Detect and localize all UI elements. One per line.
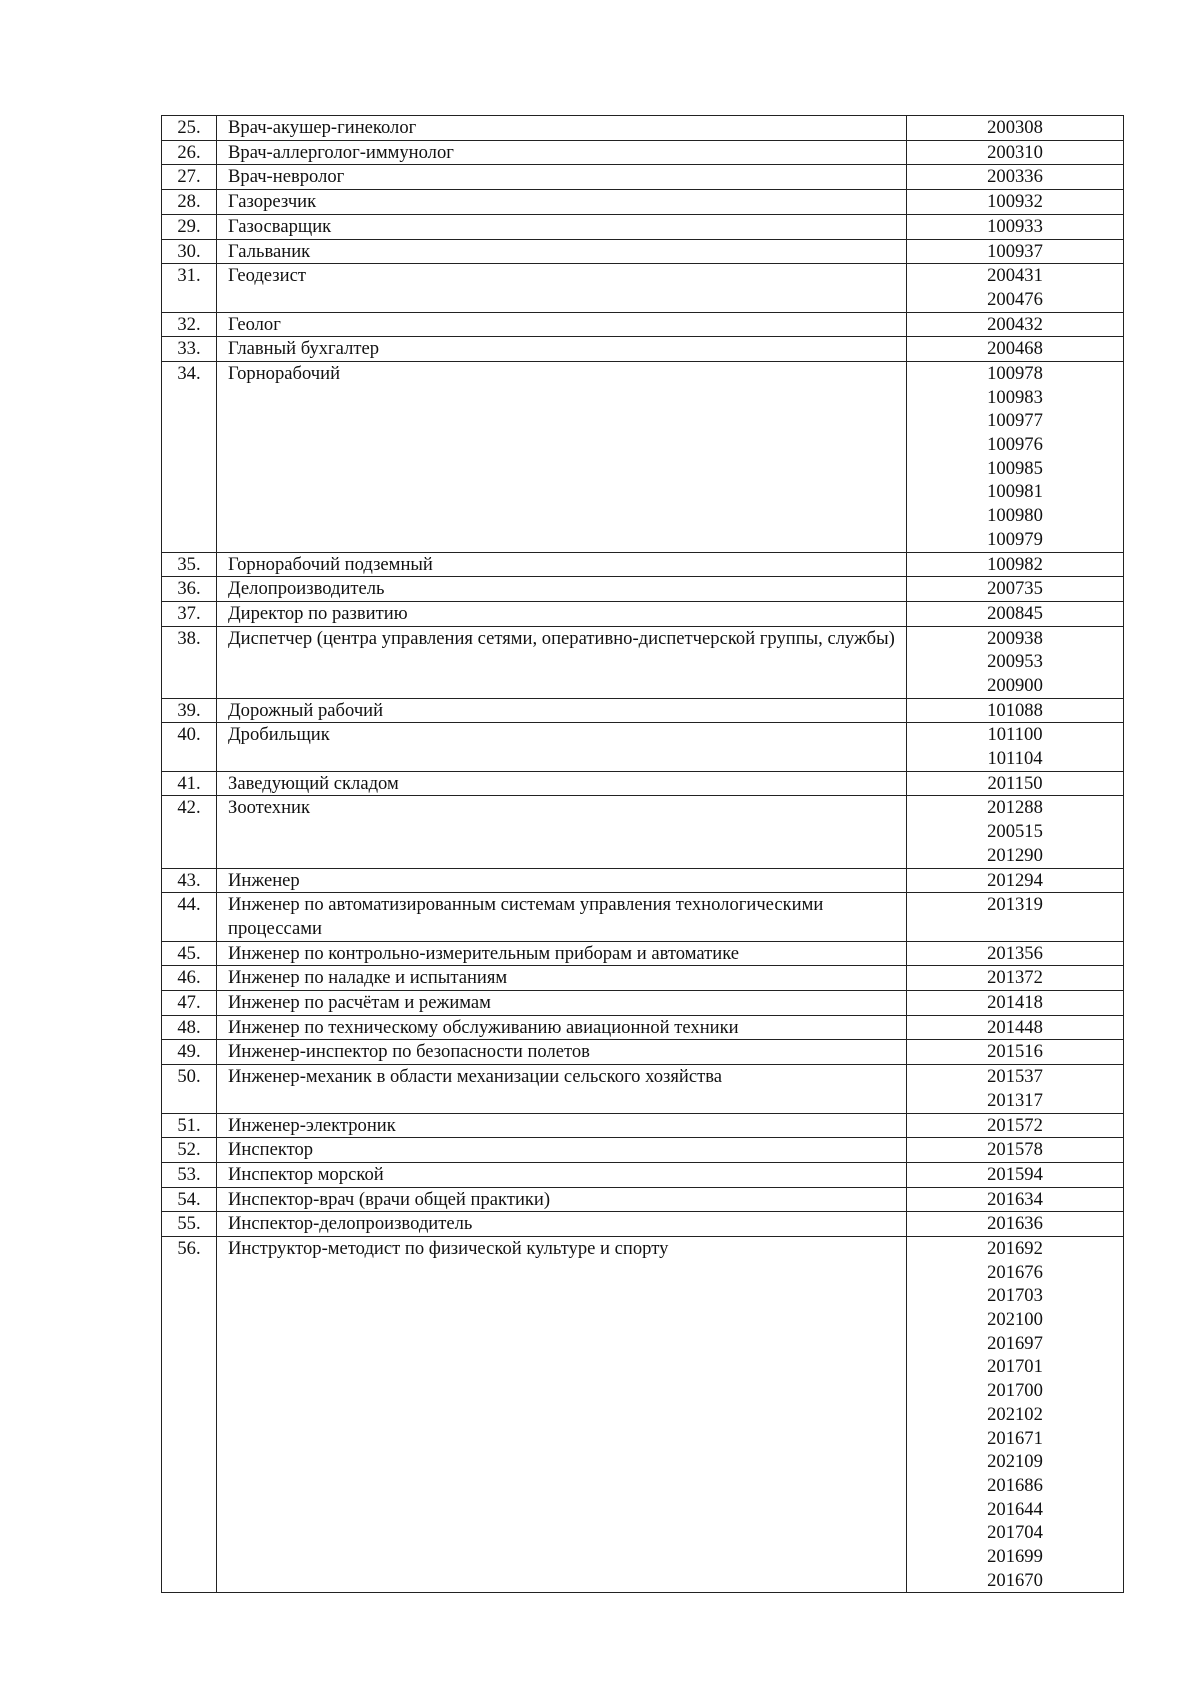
row-number: 50. (162, 1065, 217, 1113)
table-row (162, 214, 1124, 239)
profession-code: 100978 (987, 363, 1043, 384)
row-number: 32. (162, 312, 217, 337)
profession-code: 201356 (987, 942, 1043, 964)
row-number: 35. (162, 552, 217, 577)
profession-code: 201670 (987, 1569, 1043, 1591)
table-row (162, 116, 1124, 141)
profession-name: Инспектор морской (217, 1162, 907, 1187)
row-number: 29. (162, 214, 217, 239)
profession-code: 201701 (987, 1356, 1043, 1378)
profession-code: 202100 (987, 1309, 1043, 1331)
profession-name: Инспектор-врач (врачи общей практики) (217, 1187, 907, 1212)
profession-codes (907, 337, 1124, 362)
table-row (162, 552, 1124, 577)
profession-name: Геолог (217, 312, 907, 337)
profession-name: Зоотехник (217, 796, 907, 868)
table-row (162, 337, 1124, 362)
profession-name: Инструктор-методист по физической культуре и спорту (217, 1237, 907, 1593)
profession-code: 201317 (987, 1089, 1043, 1111)
profession-codes (907, 1065, 1124, 1113)
profession-name: Гальваник (217, 239, 907, 264)
profession-code: 200900 (987, 674, 1043, 696)
profession-code: 202109 (987, 1451, 1043, 1473)
profession-name: Геодезист (217, 264, 907, 312)
profession-name: Инженер по расчётам и режимам (217, 991, 907, 1016)
profession-code: 100985 (987, 457, 1043, 479)
profession-code: 100932 (987, 191, 1043, 213)
profession-code: 201697 (987, 1332, 1043, 1354)
table-row (162, 190, 1124, 215)
row-number: 45. (162, 941, 217, 966)
row-number: 30. (162, 239, 217, 264)
profession-name: Заведующий складом (217, 771, 907, 796)
profession-name: Главный бухгалтер (217, 337, 907, 362)
profession-code: 100983 (987, 386, 1043, 408)
profession-code: 201572 (987, 1114, 1043, 1136)
profession-name: Дорожный рабочий (217, 698, 907, 723)
table-row (162, 698, 1124, 723)
profession-code: 201594 (987, 1163, 1043, 1185)
profession-code: 201699 (987, 1545, 1043, 1567)
row-number: 25. (162, 116, 217, 141)
row-number: 53. (162, 1162, 217, 1187)
profession-name: Инженер по техническому обслуживанию авиационной техники (217, 1015, 907, 1040)
row-number: 54. (162, 1187, 217, 1212)
profession-name: Делопроизводитель (217, 577, 907, 602)
profession-name: Врач-невролог (217, 165, 907, 190)
profession-codes (907, 1187, 1124, 1212)
profession-name: Директор по развитию (217, 601, 907, 626)
profession-name: Инженер по контрольно-измерительным приборам и автоматике (217, 941, 907, 966)
profession-codes (907, 991, 1124, 1016)
profession-codes (907, 868, 1124, 893)
row-number: 39. (162, 698, 217, 723)
row-number: 48. (162, 1015, 217, 1040)
table-row (162, 723, 1124, 771)
profession-code: 201372 (987, 967, 1043, 989)
profession-codes (907, 601, 1124, 626)
profession-code: 100980 (987, 505, 1043, 527)
profession-code: 201294 (987, 869, 1043, 891)
table-row (162, 1138, 1124, 1163)
table-row (162, 577, 1124, 602)
profession-code: 201686 (987, 1474, 1043, 1496)
profession-name: Диспетчер (центра управления сетями, оперативно-диспетчерской группы, службы) (217, 626, 907, 698)
profession-code: 100979 (987, 528, 1043, 550)
row-number: 56. (162, 1237, 217, 1593)
table-row (162, 165, 1124, 190)
profession-name: Инженер-инспектор по безопасности полетов (217, 1040, 907, 1065)
row-number: 46. (162, 966, 217, 991)
table-row (162, 966, 1124, 991)
profession-code: 201537 (987, 1066, 1043, 1088)
table-row (162, 1040, 1124, 1065)
row-number: 55. (162, 1212, 217, 1237)
table-row (162, 239, 1124, 264)
profession-codes (907, 698, 1124, 723)
row-number: 28. (162, 190, 217, 215)
row-number: 51. (162, 1113, 217, 1138)
table-row (162, 140, 1124, 165)
profession-codes (907, 214, 1124, 239)
profession-codes (907, 893, 1124, 941)
profession-code: 200845 (987, 602, 1043, 624)
table-row (162, 362, 1124, 553)
row-number: 49. (162, 1040, 217, 1065)
profession-code: 201418 (987, 992, 1043, 1014)
profession-codes (907, 1138, 1124, 1163)
profession-code: 100937 (987, 240, 1043, 262)
row-number: 33. (162, 337, 217, 362)
row-number: 26. (162, 140, 217, 165)
table-row (162, 264, 1124, 312)
table-row (162, 1015, 1124, 1040)
profession-code: 200476 (987, 288, 1043, 310)
profession-codes (907, 1040, 1124, 1065)
profession-code: 202102 (987, 1403, 1043, 1425)
profession-code: 101088 (987, 699, 1043, 721)
table-row (162, 893, 1124, 941)
profession-code: 200468 (987, 338, 1043, 360)
profession-code: 201578 (987, 1139, 1043, 1161)
table-row (162, 1237, 1124, 1593)
profession-codes (907, 577, 1124, 602)
profession-code: 100933 (987, 215, 1043, 237)
profession-codes (907, 140, 1124, 165)
table-row (162, 796, 1124, 868)
profession-codes (907, 552, 1124, 577)
profession-name: Инспектор (217, 1138, 907, 1163)
profession-code: 200431 (987, 265, 1043, 287)
profession-name: Газорезчик (217, 190, 907, 215)
profession-code: 201516 (987, 1041, 1043, 1063)
profession-codes (907, 796, 1124, 868)
profession-name: Горнорабочий подземный (217, 552, 907, 577)
profession-code: 201636 (987, 1213, 1043, 1235)
table-body (162, 116, 1124, 1593)
table-row (162, 1187, 1124, 1212)
profession-code: 201704 (987, 1522, 1043, 1544)
profession-code-table (161, 115, 1124, 1593)
profession-code: 201448 (987, 1016, 1043, 1038)
profession-code: 201288 (987, 797, 1043, 819)
profession-code: 201634 (987, 1188, 1043, 1210)
profession-code: 100976 (987, 434, 1043, 456)
profession-codes (907, 239, 1124, 264)
row-number: 44. (162, 893, 217, 941)
table-row (162, 1113, 1124, 1138)
table-row (162, 771, 1124, 796)
profession-codes (907, 941, 1124, 966)
profession-name: Инженер-механик в области механизации сельского хозяйства (217, 1065, 907, 1113)
profession-name: Врач-акушер-гинеколог (217, 116, 907, 141)
profession-code: 201692 (987, 1238, 1043, 1260)
profession-codes (907, 165, 1124, 190)
profession-code: 201319 (987, 894, 1043, 916)
profession-codes (907, 1162, 1124, 1187)
profession-name: Газосварщик (217, 214, 907, 239)
profession-code: 200310 (987, 141, 1043, 163)
table-row (162, 941, 1124, 966)
profession-code: 200735 (987, 578, 1043, 600)
profession-code: 201150 (987, 772, 1043, 794)
table-row (162, 312, 1124, 337)
row-number: 47. (162, 991, 217, 1016)
row-number: 37. (162, 601, 217, 626)
profession-code: 100981 (987, 481, 1043, 503)
table-row (162, 1212, 1124, 1237)
profession-code: 101100 (987, 724, 1043, 746)
table-row (162, 626, 1124, 698)
profession-codes (907, 626, 1124, 698)
profession-codes (907, 362, 1124, 553)
profession-code: 100977 (987, 410, 1043, 432)
profession-code: 200938 (987, 627, 1043, 649)
profession-codes (907, 771, 1124, 796)
row-number: 36. (162, 577, 217, 602)
profession-name: Инженер по автоматизированным системам управления технологическими процессами (217, 893, 907, 941)
row-number: 41. (162, 771, 217, 796)
table-row (162, 991, 1124, 1016)
profession-name: Дробильщик (217, 723, 907, 771)
row-number: 40. (162, 723, 217, 771)
profession-codes (907, 116, 1124, 141)
profession-code: 201644 (987, 1498, 1043, 1520)
row-number: 27. (162, 165, 217, 190)
profession-codes (907, 1113, 1124, 1138)
row-number: 42. (162, 796, 217, 868)
row-number: 38. (162, 626, 217, 698)
profession-code: 201676 (987, 1261, 1043, 1283)
profession-code: 100982 (987, 553, 1043, 575)
table-row (162, 601, 1124, 626)
profession-codes (907, 264, 1124, 312)
profession-codes (907, 723, 1124, 771)
profession-code: 200432 (987, 313, 1043, 335)
profession-code: 200953 (987, 651, 1043, 673)
profession-code: 201290 (987, 844, 1043, 866)
profession-code: 101104 (987, 748, 1043, 770)
profession-name: Инспектор-делопроизводитель (217, 1212, 907, 1237)
profession-name: Инженер-электроник (217, 1113, 907, 1138)
profession-codes (907, 966, 1124, 991)
profession-code: 200336 (987, 166, 1043, 188)
profession-codes (907, 190, 1124, 215)
profession-codes (907, 1237, 1124, 1593)
profession-name: Врач-аллерголог-иммунолог (217, 140, 907, 165)
profession-name: Инженер по наладке и испытаниям (217, 966, 907, 991)
profession-codes (907, 312, 1124, 337)
profession-name: Горнорабочий (217, 362, 907, 553)
profession-codes (907, 1212, 1124, 1237)
row-number: 34. (162, 362, 217, 553)
table-row (162, 868, 1124, 893)
profession-name: Инженер (217, 868, 907, 893)
profession-code: 201671 (987, 1427, 1043, 1449)
table-row (162, 1162, 1124, 1187)
profession-code: 200308 (987, 117, 1043, 138)
profession-code: 201700 (987, 1380, 1043, 1402)
profession-codes (907, 1015, 1124, 1040)
profession-code: 200515 (987, 821, 1043, 843)
table-row (162, 1065, 1124, 1113)
profession-code: 201703 (987, 1285, 1043, 1307)
row-number: 52. (162, 1138, 217, 1163)
row-number: 31. (162, 264, 217, 312)
row-number: 43. (162, 868, 217, 893)
